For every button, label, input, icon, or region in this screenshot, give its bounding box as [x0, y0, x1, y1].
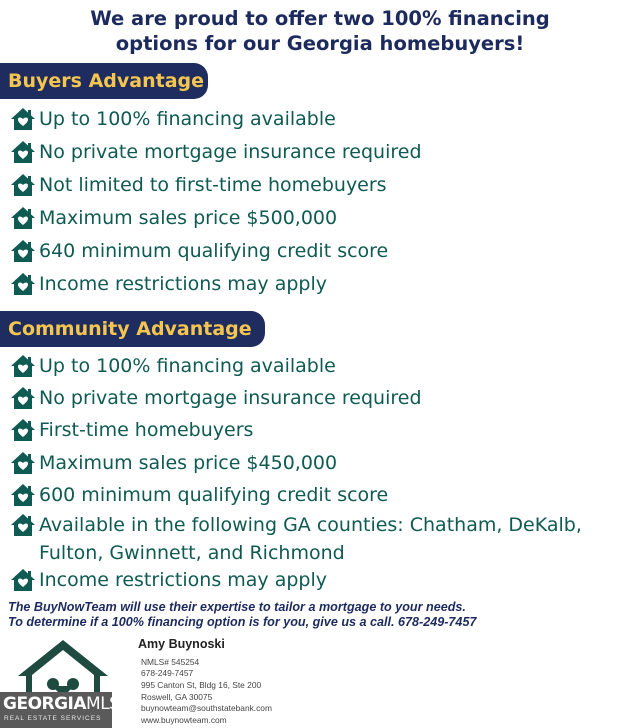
house-heart-icon [10, 418, 36, 442]
house-heart-icon [10, 513, 36, 537]
list-item [10, 449, 630, 477]
logo-brand-bold: GEORGIA [3, 694, 87, 714]
note-line-1: The BuyNowTeam will use their expertise to tailor a mortgage to your needs. [8, 600, 466, 614]
list-item-text: First-time homebuyers [39, 419, 254, 441]
logo-tagline: REAL ESTATE SERVICES [4, 715, 102, 722]
list-item-text: Not limited to first-time homebuyers [39, 174, 387, 196]
list-item-text: Maximum sales price $500,000 [39, 207, 338, 229]
agent-address-1: 995 Canton St, Bldg 16, Ste 200 [141, 680, 262, 690]
list-item [10, 384, 630, 412]
list-item-text: Up to 100% financing available [39, 355, 336, 377]
community-advantage-heading: Community Advantage [0, 311, 265, 347]
list-item-text: 640 minimum qualifying credit score [39, 240, 389, 262]
agent-name: Amy Buynoski [138, 637, 225, 651]
georgia-mls-logo [0, 692, 120, 728]
house-heart-icon [10, 354, 36, 378]
list-item [10, 105, 630, 133]
list-item-text: Maximum sales price $450,000 [39, 452, 338, 474]
house-heart-icon [10, 206, 36, 230]
list-item [10, 511, 630, 567]
house-heart-icon [10, 483, 36, 507]
list-item-text: Up to 100% financing available [39, 108, 336, 130]
list-item [10, 352, 630, 380]
list-item-text: 600 minimum qualifying credit score [39, 484, 389, 506]
agent-nmls: NMLS# 545254 [141, 657, 200, 667]
list-item [10, 566, 630, 594]
list-item [10, 138, 630, 166]
agent-address-2: Roswell, GA 30075 [141, 692, 213, 702]
list-item [10, 237, 630, 265]
list-item-text: No private mortgage insurance required [39, 387, 422, 409]
logo-brand-light: MLS [86, 694, 120, 714]
list-item-text: Available in the following GA counties: Chatham, DeKalb, Fulton, Gwinnett, and Richmond [39, 514, 582, 564]
house-heart-icon [10, 140, 36, 164]
list-item [10, 481, 630, 509]
buyers-advantage-heading: Buyers Advantage [0, 63, 208, 99]
agent-website[interactable]: www.buynowteam.com [141, 715, 227, 725]
list-item [10, 204, 630, 232]
house-heart-icon [10, 386, 36, 410]
house-heart-icon [10, 239, 36, 263]
note-line-2: To determine if a 100% financing option is for you, give us a call. 678-249-7457 [8, 615, 477, 629]
house-heart-icon [10, 107, 36, 131]
list-item [10, 171, 630, 199]
agent-phone: 678-249-7457 [141, 668, 194, 678]
list-item-text: Income restrictions may apply [39, 569, 327, 591]
list-item [10, 416, 630, 444]
list-item [10, 270, 630, 298]
house-heart-icon [10, 173, 36, 197]
headline-line-1: We are proud to offer two 100% financing [90, 7, 550, 30]
house-heart-icon [10, 451, 36, 475]
agent-email[interactable]: buynowteam@southstatebank.com [141, 703, 272, 713]
list-item-text: Income restrictions may apply [39, 273, 327, 295]
headline-line-2: options for our Georgia homebuyers! [115, 32, 525, 55]
house-heart-icon [10, 272, 36, 296]
list-item-text: No private mortgage insurance required [39, 141, 422, 163]
house-heart-icon [10, 568, 36, 592]
headline [0, 6, 640, 56]
